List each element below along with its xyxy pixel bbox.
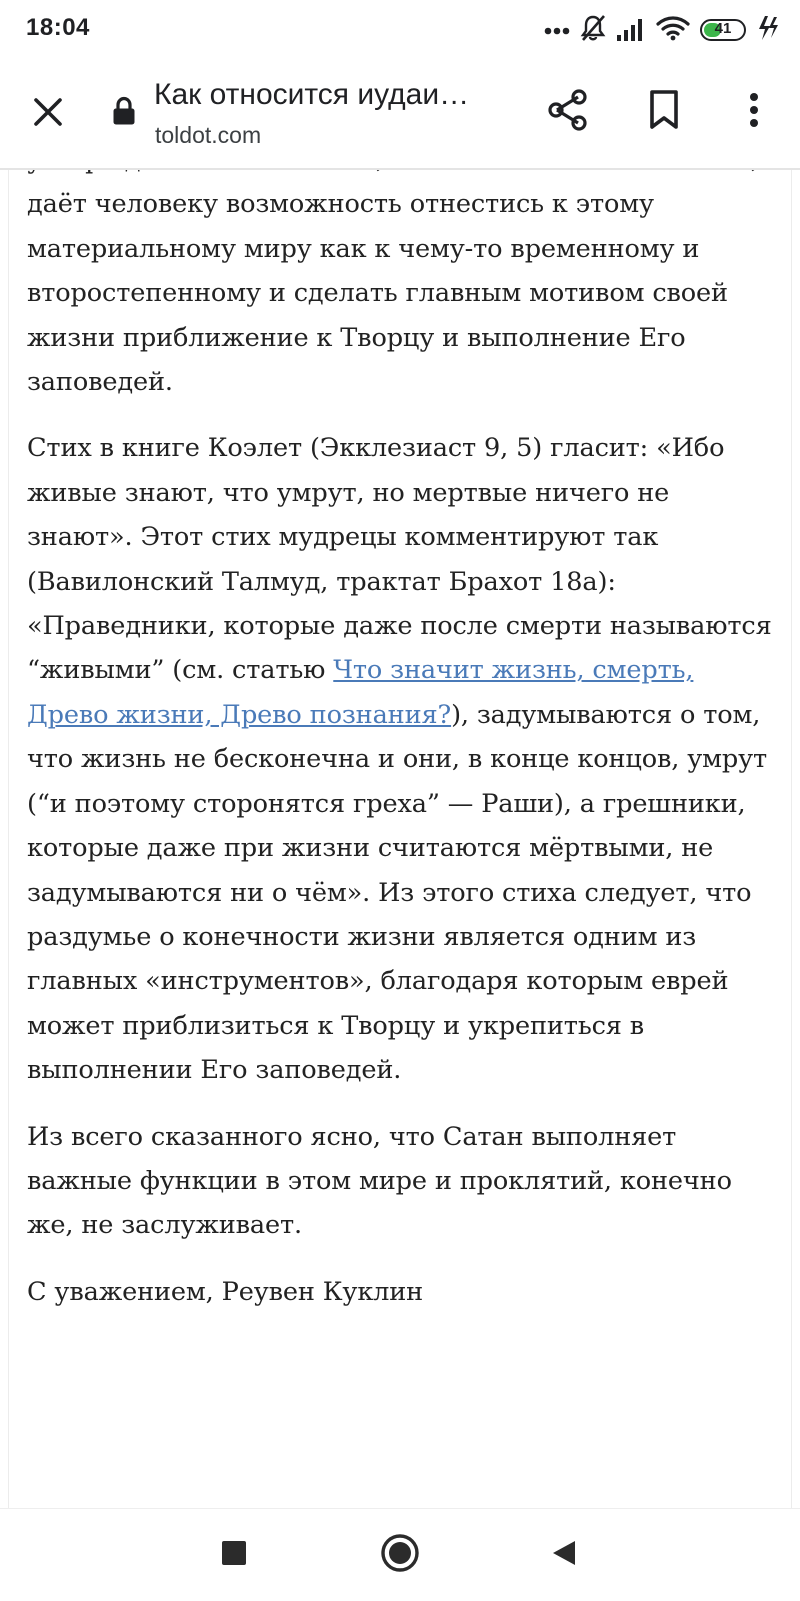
browser-toolbar: [0, 60, 800, 170]
recents-icon: [221, 1540, 247, 1570]
close-button[interactable]: [20, 86, 76, 142]
more-vert-icon: [748, 92, 760, 132]
status-icons: [544, 14, 780, 46]
share-button[interactable]: [540, 84, 596, 140]
status-bar: [0, 0, 800, 60]
page-content[interactable]: [0, 168, 800, 1508]
more-dots-icon: [544, 21, 570, 40]
article-body: [27, 138, 779, 1336]
page-domain[interactable]: toldot.com: [155, 122, 262, 148]
paragraph: [27, 1115, 779, 1248]
page-title[interactable]: Как относится иудаи…: [154, 78, 470, 111]
battery-icon: [700, 19, 746, 41]
signal-icon: [616, 15, 646, 45]
home-icon: [380, 1533, 420, 1577]
paragraph-text: Из всего сказанного ясно, что Сатан выполняет важные функции в этом мире и проклятий, конечно же, не заслуживает.: [27, 1121, 732, 1241]
more-menu-button[interactable]: [726, 84, 782, 140]
close-icon: [32, 96, 64, 132]
bookmark-icon: [648, 89, 680, 135]
back-icon: [551, 1539, 577, 1571]
back-button[interactable]: [536, 1527, 592, 1583]
home-button[interactable]: [372, 1527, 428, 1583]
navigation-bar: [0, 1508, 800, 1601]
battery-level: 41: [714, 20, 732, 37]
recents-button[interactable]: [206, 1527, 262, 1583]
paragraph-text: Стих в книге Коэлет (Экклезиаст 9, 5) гласит: «Ибо живые знают, что умрут, но мертвые ничего не знают». Этот стих мудрецы комментируют так (Вавилонский Талмуд, трактат Брахот 18а): «Праведники, которые даже после смерти называются “живыми” (см. статью: [27, 433, 772, 686]
paragraph-text: даёт человеку возможность отнестись к этому материальному миру как к чему-то временному и второстепенному и сделать главным мотивом своей жизни приближение к Творцу и выполнение Его заповедей.: [27, 189, 728, 398]
wifi-icon: [656, 15, 690, 45]
article-link[interactable]: Что значит жизнь, смерть, Древо жизни, Древо познания?: [27, 655, 694, 730]
mute-icon: [580, 14, 606, 46]
signature: [27, 1270, 779, 1314]
paragraph-text: ), задумываются о том, что жизнь не бесконечна и они, в конце концов, умрут (“и поэтому сторонятся греха” — Раши), а грешники, которые даже при жизни считаются мёртвыми, не задумываются ни о чём». Из этого стиха следует, что раздумье о конечности жизни является одним из главных «инструментов», благодаря которым еврей может приблизиться к Творцу и укрепиться в выполнении Его заповедей.: [27, 699, 768, 1086]
charging-icon: [756, 15, 780, 45]
lock-icon: [112, 96, 136, 130]
status-time: 18:04: [26, 14, 90, 41]
share-icon: [548, 89, 588, 135]
bookmark-button[interactable]: [636, 84, 692, 140]
signature-text: С уважением, Реувен Куклин: [27, 1276, 424, 1307]
paragraph: [27, 138, 779, 404]
paragraph: [27, 426, 779, 1092]
